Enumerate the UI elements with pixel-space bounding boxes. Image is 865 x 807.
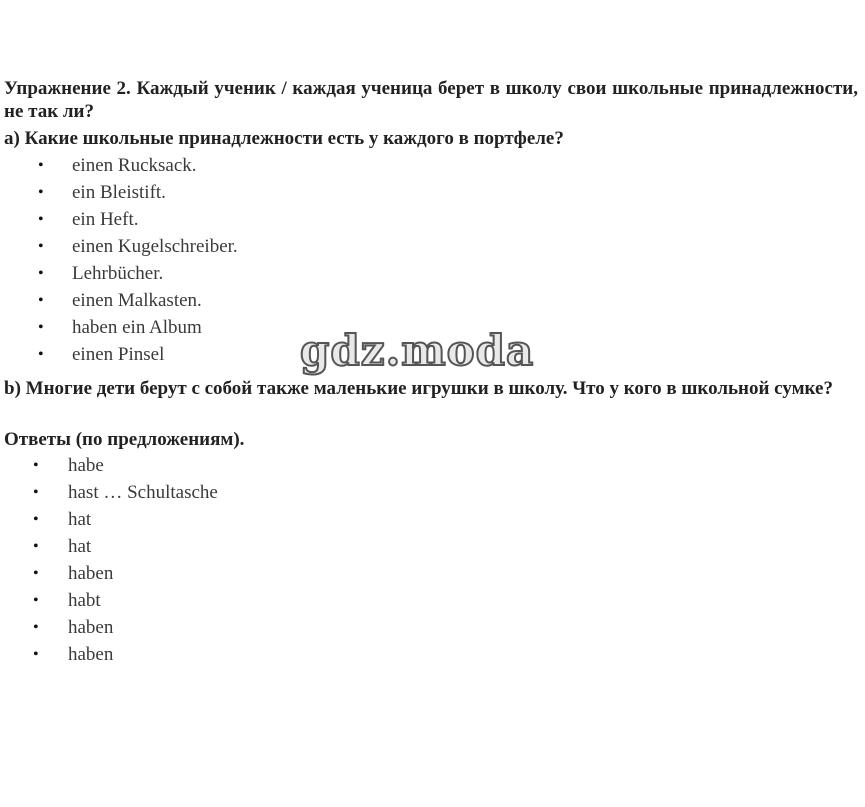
list-item: • haben (0, 560, 400, 587)
bullet-icon: • (33, 646, 39, 663)
bullet-icon: • (33, 457, 39, 474)
part-b-question: b) Многие дети берут с собой также маленькие игрушки в школу. Что у кого в школьной сумке? (4, 378, 833, 399)
list-item: • Lehrbücher. (0, 260, 400, 287)
list-item: • haben (0, 614, 400, 641)
watermark-logo: gdz.moda (300, 326, 535, 375)
list-item: • ein Bleistift. (0, 179, 400, 206)
exercise-title: Упражнение 2. Каждый ученик / каждая ученица берет в школу свои школьные принадлежности, не так ли? (4, 78, 858, 122)
list-item: • habt (0, 587, 400, 614)
bullet-icon: • (38, 157, 44, 174)
bullet-icon: • (33, 538, 39, 555)
bullet-icon: • (33, 592, 39, 609)
part-b-list (0, 452, 400, 668)
bullet-icon: • (38, 211, 44, 228)
bullet-icon: • (33, 565, 39, 582)
list-item: • einen Kugelschreiber. (0, 233, 400, 260)
list-item: • einen Rucksack. (0, 152, 400, 179)
bullet-icon: • (38, 319, 44, 336)
bullet-icon: • (38, 184, 44, 201)
bullet-icon: • (33, 484, 39, 501)
bullet-icon: • (33, 619, 39, 636)
list-item: • ein Heft. (0, 206, 400, 233)
list-item: • einen Malkasten. (0, 287, 400, 314)
bullet-icon: • (33, 511, 39, 528)
list-item: • habe (0, 452, 400, 479)
list-item: • hat (0, 533, 400, 560)
part-a-list (0, 152, 400, 368)
list-item: • hat (0, 506, 400, 533)
answers-heading: Ответы (по предложениям). (4, 429, 245, 450)
bullet-icon: • (38, 238, 44, 255)
bullet-icon: • (38, 292, 44, 309)
list-item: • hast … Schultasche (0, 479, 400, 506)
list-item: • haben (0, 641, 400, 668)
list-item: • haben ein Album (0, 314, 400, 341)
list-item: • einen Pinsel (0, 341, 400, 368)
bullet-icon: • (38, 265, 44, 282)
part-a-question: a) Какие школьные принадлежности есть у каждого в портфеле? (4, 128, 564, 149)
bullet-icon: • (38, 346, 44, 363)
